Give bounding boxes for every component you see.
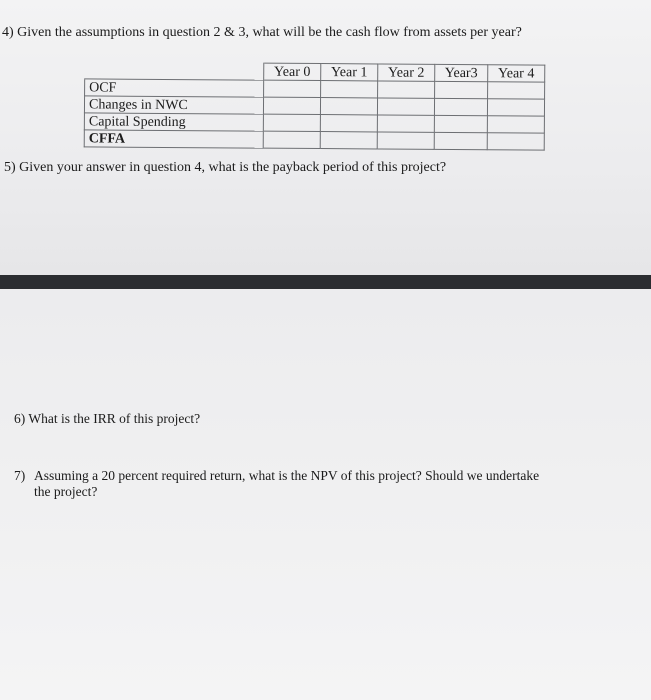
question-6-text: What is the IRR of this project? bbox=[28, 411, 201, 426]
row-label: OCF bbox=[85, 79, 264, 97]
question-4 bbox=[2, 25, 522, 41]
table-cell bbox=[320, 132, 377, 149]
cash-flow-table bbox=[84, 61, 546, 150]
row-label: Capital Spending bbox=[84, 113, 263, 131]
column-header: Year 2 bbox=[378, 64, 435, 81]
table-cell bbox=[263, 114, 320, 131]
row-label: CFFA bbox=[84, 130, 263, 148]
table-corner-cell bbox=[85, 62, 264, 80]
table-cell bbox=[377, 115, 434, 132]
table-cell bbox=[321, 81, 378, 98]
question-7-text: Assuming a 20 percent required return, what is the NPV of this project? Should we undertake the project? bbox=[34, 468, 540, 499]
table-cell bbox=[377, 98, 434, 115]
table-cell bbox=[434, 132, 487, 149]
table-cell bbox=[487, 116, 544, 133]
table-cell bbox=[263, 97, 320, 114]
question-5-text: Given your answer in question 4, what is the payback period of this project? bbox=[19, 160, 447, 175]
table-row bbox=[84, 130, 544, 150]
question-5-number: 5) bbox=[4, 160, 16, 175]
question-7-number: 7) bbox=[14, 468, 26, 483]
question-7 bbox=[14, 468, 574, 500]
table-cell bbox=[435, 81, 488, 98]
table-cell bbox=[320, 115, 377, 132]
table-cell bbox=[320, 98, 377, 115]
table-cell bbox=[378, 81, 435, 98]
table-cell bbox=[487, 99, 544, 116]
table-cell bbox=[264, 80, 321, 97]
row-label: Changes in NWC bbox=[84, 96, 263, 114]
table-cell bbox=[487, 133, 544, 150]
question-5 bbox=[4, 160, 446, 176]
table-cell bbox=[434, 115, 487, 132]
column-header: Year3 bbox=[435, 64, 488, 81]
table-cell bbox=[488, 82, 545, 99]
table-cell bbox=[377, 132, 434, 149]
column-header: Year 1 bbox=[321, 64, 378, 81]
question-4-number: 4) bbox=[2, 25, 14, 40]
question-6 bbox=[14, 411, 200, 427]
column-header: Year 4 bbox=[488, 65, 545, 82]
table-cell bbox=[263, 131, 320, 148]
table-cell bbox=[434, 98, 487, 115]
question-4-text: Given the assumptions in question 2 & 3, what will be the cash flow from assets per year? bbox=[17, 25, 522, 40]
question-6-number: 6) bbox=[14, 411, 26, 426]
page-divider-bar bbox=[0, 275, 651, 289]
column-header: Year 0 bbox=[264, 63, 321, 80]
